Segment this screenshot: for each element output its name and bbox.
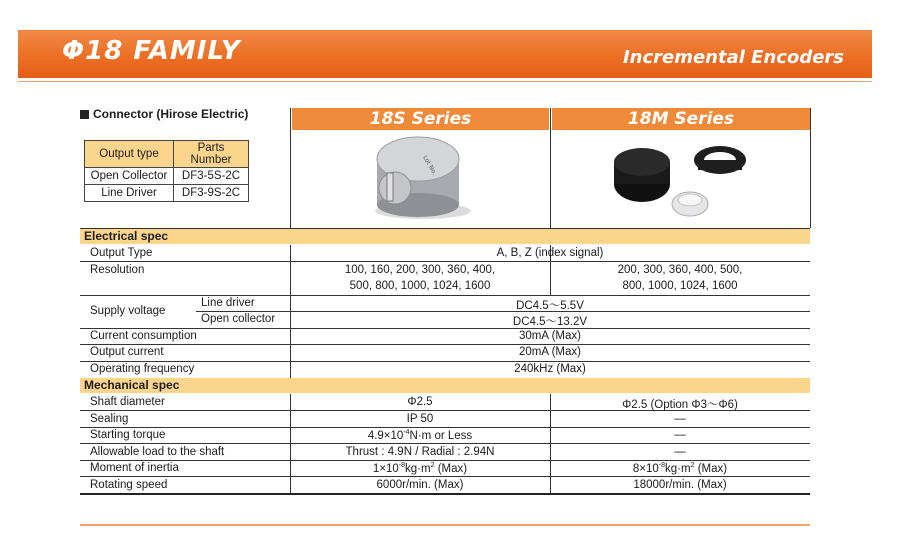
- resolution-18m-line2: 800, 1000, 1024, 1600: [622, 280, 738, 292]
- current-consumption-label: Current consumption: [90, 330, 197, 342]
- output-current-value: 20mA (Max): [519, 346, 581, 358]
- encoder-18s-image: [355, 133, 485, 225]
- connector-table: [84, 140, 249, 202]
- table-cell: Open Collector: [85, 168, 174, 185]
- divider: [80, 361, 810, 362]
- rotating-speed-label: Rotating speed: [90, 479, 168, 491]
- moment-of-inertia-label: Moment of inertia: [90, 462, 179, 474]
- encoder-18m-image: [600, 134, 770, 226]
- rotating-speed-18s: 6000r/min. (Max): [376, 479, 464, 491]
- line-driver-value: DC4.5～5.5V: [516, 300, 584, 312]
- operating-frequency-label: Operating frequency: [90, 363, 195, 375]
- allowable-load-label: Allowable load to the shaft: [90, 446, 225, 458]
- divider: [550, 108, 551, 228]
- starting-torque-label: Starting torque: [90, 429, 166, 441]
- connector-header-row: [85, 141, 249, 168]
- current-consumption-value: 30mA (Max): [519, 330, 581, 342]
- table-cell: Line Driver: [85, 185, 174, 202]
- divider: [80, 427, 810, 428]
- sealing-label: Sealing: [90, 413, 129, 425]
- series-18m-header: 18M Series: [552, 108, 810, 130]
- footer-divider: [80, 524, 810, 526]
- connector-heading-text: Connector (Hirose Electric): [93, 107, 249, 121]
- resolution-label: Resolution: [90, 264, 145, 276]
- mechanical-spec-heading: Mechanical spec: [80, 378, 810, 393]
- page-title: Φ18 FAMILY: [62, 36, 241, 66]
- svg-text:Lot No.: Lot No.: [421, 154, 438, 177]
- shaft-diameter-label: Shaft diameter: [90, 396, 165, 408]
- shaft-diameter-18m: Φ2.5 (Option Φ3～Φ6): [622, 399, 738, 411]
- moment-of-inertia-18m: $8\times 10^{-8}kg\cdot m^2$ (Max): [632, 462, 728, 475]
- divider: [80, 295, 810, 296]
- rotating-speed-18m: 18000r/min. (Max): [633, 479, 727, 491]
- page-subtitle: Incremental Encoders: [622, 47, 844, 68]
- resolution-18m-line1: 200, 300, 360, 400, 500,: [617, 264, 743, 276]
- divider: [80, 443, 810, 444]
- table-row: [85, 168, 249, 185]
- electrical-spec-heading: Electrical spec: [80, 229, 810, 244]
- connector-col-parts-number: Parts Number: [174, 141, 249, 168]
- divider: [80, 476, 810, 477]
- allowable-load-18s: Thrust : 4.9N / Radial : 2.94N: [345, 446, 495, 458]
- table-row: [85, 185, 249, 202]
- connector-col-output-type: Output type: [85, 141, 174, 168]
- line-driver-label: Line driver: [201, 297, 255, 309]
- output-type-label: Output Type: [90, 247, 153, 259]
- resolution-18s-line2: 500, 800, 1000, 1024, 1600: [349, 280, 491, 292]
- resolution-18s-line1: 100, 160, 200, 300, 360, 400,: [344, 264, 496, 276]
- open-collector-value: DC4.5～13.2V: [512, 316, 588, 328]
- shaft-diameter-18s: Φ2.5: [407, 396, 433, 408]
- open-collector-label: Open collector: [201, 313, 276, 325]
- square-bullet-icon: [80, 110, 89, 119]
- header-banner: [18, 30, 872, 78]
- series-18s-header: 18S Series: [292, 108, 549, 130]
- starting-torque-18s: $4.9\times 10^{-4}N\cdot m$ or Less: [367, 429, 473, 442]
- divider: [810, 108, 811, 228]
- output-current-label: Output current: [90, 346, 164, 358]
- divider: [80, 493, 810, 495]
- sealing-18m: —: [674, 413, 686, 425]
- divider: [290, 108, 291, 228]
- table-cell: DF3-5S-2C: [174, 168, 249, 185]
- supply-voltage-label: Supply voltage: [90, 305, 166, 317]
- sealing-18s: IP 50: [406, 413, 434, 425]
- output-type-value: A, B, Z (index signal): [496, 247, 604, 259]
- divider: [80, 261, 810, 262]
- connector-heading: [80, 107, 248, 121]
- moment-of-inertia-18s: $1\times 10^{-8}kg\cdot m^2$ (Max): [372, 462, 468, 475]
- divider: [80, 460, 810, 461]
- allowable-load-18m: —: [674, 446, 686, 458]
- banner-divider: [18, 81, 872, 82]
- table-cell: DF3-9S-2C: [174, 185, 249, 202]
- starting-torque-18m: —: [674, 429, 686, 441]
- divider: [80, 344, 810, 345]
- operating-frequency-value: 240kHz (Max): [514, 363, 586, 375]
